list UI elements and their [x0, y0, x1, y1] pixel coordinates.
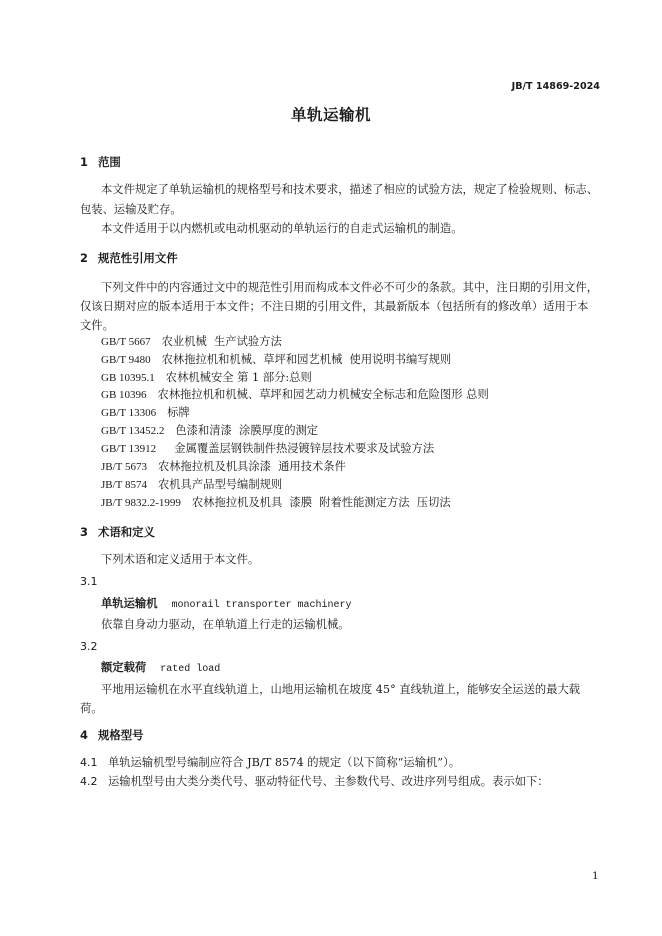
reference-title: 农林拖拉机和机械、草坪和园艺动力机械安全标志和危险图形 总则: [157, 388, 489, 401]
reference-item: [101, 370, 312, 386]
reference-code: GB 10395.1: [101, 372, 155, 384]
reference-code: GB/T 13912: [101, 443, 157, 455]
term-english: rated load: [160, 664, 221, 675]
reference-item: [101, 459, 346, 475]
section-3-heading: [80, 524, 155, 540]
term-english: monorail transporter machinery: [171, 600, 352, 611]
reference-title: 农业机械 生产试验方法: [161, 335, 282, 348]
reference-code: GB/T 5667: [101, 336, 151, 348]
reference-item: [101, 405, 190, 421]
clause-text: 单轨运输机型号编制应符合 JB/T 8574 的规定（以下简称“运输机”）。: [108, 756, 461, 769]
section-1-heading: [80, 154, 121, 170]
reference-title: 标牌: [167, 406, 190, 419]
reference-title: 农机具产品型号编制规则: [157, 478, 283, 491]
section-title: 规格型号: [97, 728, 144, 742]
clause: [80, 755, 460, 771]
term-entry: [101, 660, 220, 676]
page-number: 1: [592, 870, 599, 882]
reference-code: GB/T 13306: [101, 407, 157, 419]
clause-number: 4.2: [80, 775, 98, 788]
reference-item: [101, 495, 451, 511]
term-definition: 依靠自身动力驱动，在单轨道上行走的运输机械。: [101, 618, 350, 631]
reference-code: JB/T 5673: [101, 461, 147, 473]
document-title: 单轨运输机: [290, 106, 371, 124]
section-2-heading: [80, 250, 178, 266]
reference-item: [101, 441, 434, 457]
term-chinese: 额定载荷: [101, 661, 147, 674]
reference-item: [101, 477, 282, 493]
term-entry: [101, 596, 352, 612]
reference-item: [101, 387, 489, 403]
section-number: 3: [80, 525, 88, 539]
reference-code: GB/T 13452.2: [101, 425, 165, 437]
standard-code: JB/T 14869-2024: [511, 81, 600, 92]
reference-code: JB/T 9832.2-1999: [101, 497, 181, 509]
term-number: 3.1: [80, 575, 98, 588]
reference-code: GB 10396: [101, 389, 147, 401]
reference-code: GB/T 9480: [101, 354, 151, 366]
reference-title: 农林机械安全 第 1 部分:总则: [165, 371, 312, 384]
reference-item: [101, 352, 451, 368]
paragraph-line: 文件。: [80, 319, 114, 332]
term-chinese: 单轨运输机: [101, 597, 158, 610]
clause: [80, 774, 549, 790]
section-number: 2: [80, 251, 88, 265]
paragraph-line: 包装、运输及贮存。: [80, 203, 182, 216]
term-definition: 平地用运输机在水平直线轨道上，山地用运输机在坡度 45° 直线轨道上，能够安全运送的最大载: [101, 683, 581, 696]
section-number: 4: [80, 728, 88, 742]
clause-text: 运输机型号由大类分类代号、驱动特征代号、主参数代号、改进序列号组成。表示如下：: [108, 775, 549, 788]
section-4-heading: [80, 727, 144, 743]
paragraph: 本文件适用于以内燃机或电动机驱动的单轨运行的自走式运输机的制造。: [101, 222, 463, 235]
section-number: 1: [80, 155, 88, 169]
reference-item: [101, 423, 318, 439]
section-title: 术语和定义: [97, 525, 155, 539]
term-number: 3.2: [80, 640, 98, 653]
paragraph: 下列术语和定义适用于本文件。: [101, 553, 260, 566]
clause-number: 4.1: [80, 756, 98, 769]
reference-title: 色漆和清漆 涂膜厚度的测定: [175, 424, 319, 437]
reference-title: 农林拖拉机及机具 漆膜 附着性能测定方法 压切法: [191, 496, 451, 509]
paragraph-line: 仅该日期对应的版本适用于本文件；不注日期的引用文件，其最新版本（包括所有的修改单）适用于本: [80, 300, 589, 313]
section-title: 规范性引用文件: [97, 251, 178, 265]
paragraph-line: 下列文件中的内容通过文中的规范性引用而构成本文件必不可少的条款。其中，注日期的引用文件，: [101, 281, 599, 294]
paragraph-line: 本文件规定了单轨运输机的规格型号和技术要求，描述了相应的试验方法，规定了检验规则、标志、: [101, 183, 599, 196]
reference-title: 金属覆盖层钢铁制件热浸镀锌层技术要求及试验方法: [167, 442, 435, 455]
section-title: 范围: [97, 155, 121, 169]
reference-title: 农林拖拉机及机具涂漆 通用技术条件: [157, 460, 346, 473]
reference-title: 农林拖拉机和机械、草坪和园艺机械 使用说明书编写规则: [161, 353, 452, 366]
term-definition: 荷。: [80, 702, 103, 715]
reference-code: JB/T 8574: [101, 479, 147, 491]
reference-item: [101, 334, 282, 350]
